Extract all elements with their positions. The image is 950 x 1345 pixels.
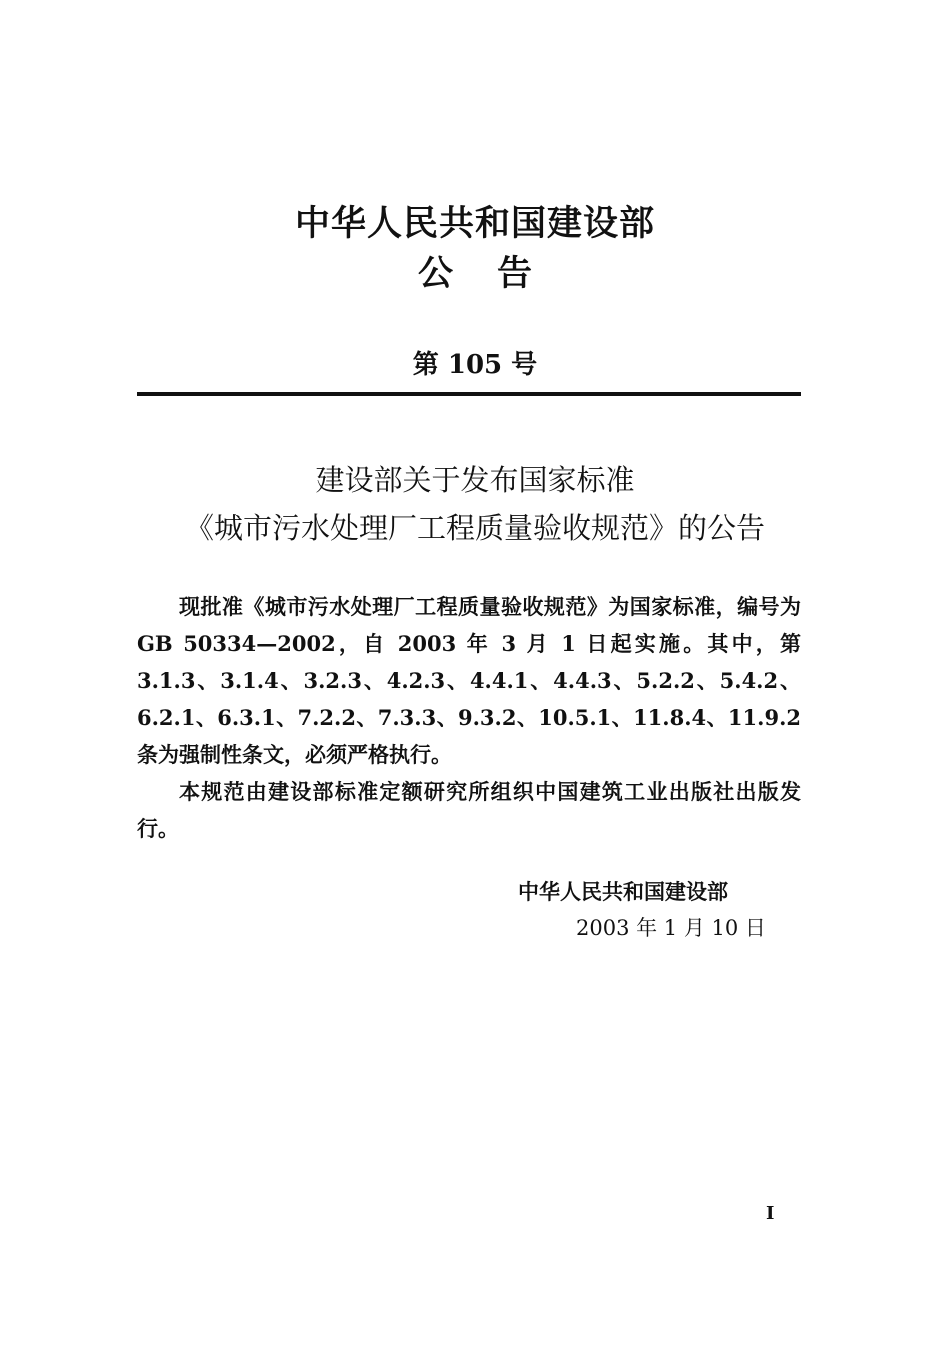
signature-date: 2003 年 1 月 10 日 [576,916,766,940]
horizontal-rule [137,392,801,396]
notice-number: 第 105 号 [412,350,538,380]
body-text [137,588,801,847]
page-number: I [766,1203,775,1224]
issuing-ministry: 中华人民共和国建设部 [294,204,655,244]
body-paragraph-2: 本规范由建设部标准定额研究所组织中国建筑工业出版社出版发行。 [137,779,801,841]
signature-organization: 中华人民共和国建设部 [518,879,728,904]
title-line-2: 《城市污水处理厂工程质量验收规范》的公告 [184,511,765,545]
title-line-1: 建设部关于发布国家标准 [315,463,635,497]
body-paragraph-1: 现批准《城市污水处理厂工程质量验收规范》为国家标准，编号为 GB 50334—2002，自 2003 年 3 月 1 日起实施。其中，第 3.1.3、3.1.4、3.2.3、4.2.3、4.4.1、4.4.3、5.2.2、5.4.2、6.2.1、6.3.1、7.2.2、7.3.3、9.3.2、10.5.1、11.8.4、11.9.2 条为强制性条文，必须严格执行。 [137,594,801,767]
notice-heading: 公告 [417,254,576,294]
